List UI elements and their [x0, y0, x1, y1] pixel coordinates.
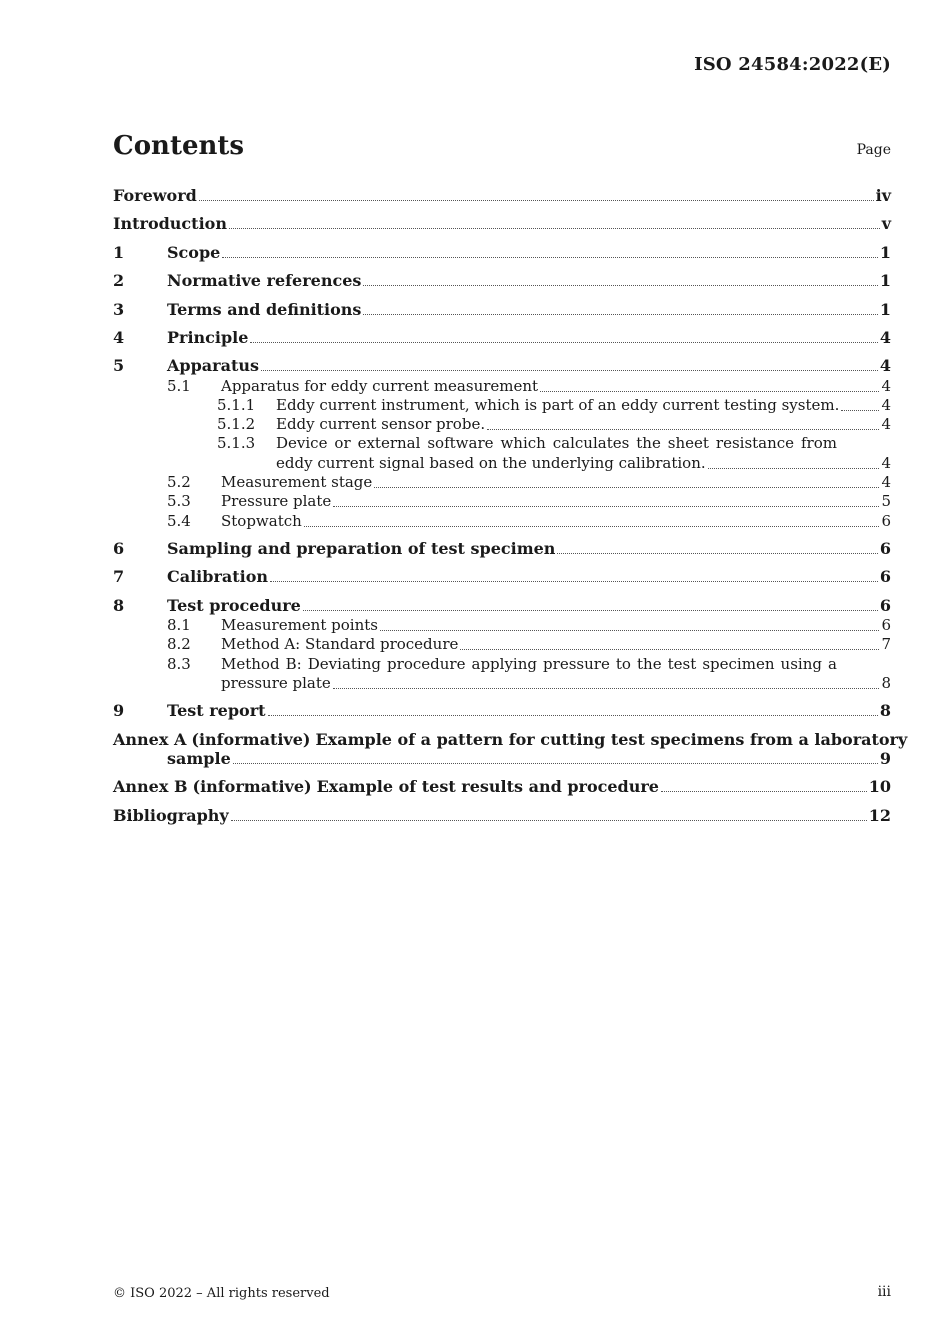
toc-number: 7	[113, 567, 125, 586]
toc-entry-introduction[interactable]	[113, 214, 891, 233]
toc-title: Principle	[167, 328, 249, 347]
document-id: ISO 24584:2022(E)	[694, 54, 891, 75]
toc-entry-5-1-3-continued[interactable]	[113, 454, 891, 473]
toc-title: Apparatus	[167, 356, 259, 375]
toc-title: Measurement stage	[221, 473, 373, 491]
toc-entry-8-1[interactable]	[113, 616, 891, 635]
toc-number: 9	[113, 701, 125, 720]
toc-title: Measurement points	[221, 616, 378, 634]
toc-entry-annex-a-continued[interactable]	[113, 749, 891, 768]
toc-entry-5-2[interactable]	[113, 473, 891, 492]
toc-number: 5.1.3	[217, 434, 256, 452]
toc-title-line: Method B: Deviating procedure applying pressure to the test specimen using a	[221, 655, 837, 673]
footer-copyright: © ISO 2022 – All rights reserved	[113, 1286, 330, 1301]
annex-type: (informative)	[192, 777, 312, 796]
toc-entry-5-1-2[interactable]	[113, 415, 891, 434]
toc-title: Foreword	[113, 186, 197, 205]
toc-title: Test procedure	[167, 596, 301, 615]
toc-title: Sampling and preparation of test specimen	[167, 539, 556, 558]
toc-page: 7	[881, 635, 891, 653]
dot-leader	[229, 228, 880, 229]
toc-entry-apparatus[interactable]	[113, 356, 891, 375]
dot-leader	[333, 688, 880, 689]
toc-entry-annex-b[interactable]	[113, 777, 891, 796]
dot-leader	[304, 526, 880, 527]
dot-leader	[460, 649, 879, 650]
dot-leader	[222, 257, 878, 258]
toc-title: Scope	[167, 243, 221, 262]
toc-number: 8.1	[167, 616, 191, 634]
dot-leader	[380, 630, 879, 631]
toc-number: 5.2	[167, 473, 191, 491]
toc-page: 6	[881, 512, 891, 530]
toc-page: 4	[881, 415, 891, 433]
toc-page: 9	[879, 749, 891, 768]
toc-entry-5-4[interactable]	[113, 512, 891, 531]
toc-number: 8.3	[167, 655, 191, 673]
dot-leader	[374, 487, 879, 488]
dot-leader	[333, 506, 879, 507]
toc-page: 12	[868, 806, 891, 825]
dot-leader	[841, 410, 879, 411]
toc-number: 5.3	[167, 492, 191, 510]
toc-entry-8-3-continued[interactable]	[113, 674, 891, 693]
toc-entry-normative-references[interactable]	[113, 271, 891, 290]
toc-title: Test report	[167, 701, 266, 720]
toc-number: 1	[113, 243, 125, 262]
toc-number: 5.1.1	[217, 396, 256, 414]
page-column-label: Page	[856, 142, 891, 158]
toc-number: 8	[113, 596, 125, 615]
dot-leader	[363, 314, 877, 315]
toc-entry-5-1-1[interactable]	[113, 396, 891, 415]
toc-entry-test-procedure[interactable]	[113, 596, 891, 615]
toc-number: 4	[113, 328, 125, 347]
toc-page: 1	[879, 243, 891, 262]
page-title: Contents	[113, 131, 245, 161]
toc-page: 4	[879, 328, 891, 347]
toc-page: 8	[881, 674, 891, 692]
toc-title: Eddy current sensor probe.	[276, 415, 486, 433]
annex-label: Annex A	[113, 730, 187, 749]
dot-leader	[557, 553, 877, 554]
toc-page: v	[881, 214, 891, 233]
toc-page: iv	[875, 186, 891, 205]
dot-leader	[233, 763, 878, 764]
toc-entry-terms-and-definitions[interactable]	[113, 300, 891, 319]
toc-entry-calibration[interactable]	[113, 567, 891, 586]
toc-title: Stopwatch	[221, 512, 302, 530]
toc-page: 4	[881, 396, 891, 414]
toc-page: 4	[881, 377, 891, 395]
toc-page: 6	[881, 616, 891, 634]
toc-title: Calibration	[167, 567, 269, 586]
toc-title-line: eddy current signal based on the underlying calibration.	[276, 454, 706, 472]
toc-page: 6	[879, 539, 891, 558]
dot-leader	[261, 370, 878, 371]
toc-page: 1	[879, 300, 891, 319]
toc-page: 4	[879, 356, 891, 375]
dot-leader	[708, 468, 880, 469]
toc-title: Bibliography	[113, 806, 229, 825]
toc-title-line: Example of a pattern for cutting test specimens from a laboratory	[315, 730, 908, 749]
toc-entry-5-1-3[interactable]	[113, 434, 891, 453]
toc-title: Pressure plate	[221, 492, 332, 510]
dot-leader	[270, 581, 878, 582]
toc-entry-8-3[interactable]	[113, 655, 891, 674]
toc-number: 5.1	[167, 377, 191, 395]
dot-leader	[250, 342, 877, 343]
toc-entry-5-3[interactable]	[113, 492, 891, 511]
toc-title: Example of test results and procedure	[316, 777, 659, 796]
toc-page: 4	[881, 473, 891, 491]
footer-page-number: iii	[877, 1284, 891, 1300]
dot-leader	[199, 200, 874, 201]
toc-title: Method A: Standard procedure	[221, 635, 459, 653]
toc-title: Normative references	[167, 271, 362, 290]
toc-number: 3	[113, 300, 125, 319]
dot-leader	[231, 820, 867, 821]
toc-entry-bibliography[interactable]	[113, 806, 891, 825]
toc-number: 8.2	[167, 635, 191, 653]
toc-page: 1	[879, 271, 891, 290]
toc-title: Introduction	[113, 214, 227, 233]
toc-page: 8	[879, 701, 891, 720]
toc-page: 5	[881, 492, 891, 510]
dot-leader	[268, 715, 878, 716]
toc-title-line: Device or external software which calculates the sheet resistance from	[276, 434, 837, 452]
toc-entry-test-report[interactable]	[113, 701, 891, 720]
toc-page: 10	[868, 777, 891, 796]
toc-page: 6	[879, 596, 891, 615]
toc-title-line: pressure plate	[221, 674, 331, 692]
toc-entry-sampling[interactable]	[113, 539, 891, 558]
toc-title: Eddy current instrument, which is part of an eddy current testing system.	[276, 396, 840, 414]
dot-leader	[487, 429, 879, 430]
toc-entry-principle[interactable]	[113, 328, 891, 347]
toc-title: Apparatus for eddy current measurement	[221, 377, 539, 395]
toc-page: 6	[879, 567, 891, 586]
dot-leader	[303, 610, 878, 611]
dot-leader	[363, 285, 877, 286]
toc-entry-8-2[interactable]	[113, 635, 891, 654]
toc-entry-scope[interactable]	[113, 243, 891, 262]
toc-entry-foreword[interactable]	[113, 186, 891, 205]
toc-number: 5.4	[167, 512, 191, 530]
toc-entry-annex-a[interactable]	[113, 730, 908, 749]
dot-leader	[661, 791, 867, 792]
toc-number: 2	[113, 271, 125, 290]
toc-title-line: sample	[167, 749, 231, 768]
toc-number: 5	[113, 356, 125, 375]
toc-number: 5.1.2	[217, 415, 256, 433]
toc-title: Terms and definitions	[167, 300, 362, 319]
annex-label: Annex B	[113, 777, 188, 796]
toc-number: 6	[113, 539, 125, 558]
dot-leader	[540, 391, 879, 392]
toc-entry-5-1[interactable]	[113, 377, 891, 396]
toc-page: 4	[881, 454, 891, 472]
annex-type: (informative)	[191, 730, 311, 749]
